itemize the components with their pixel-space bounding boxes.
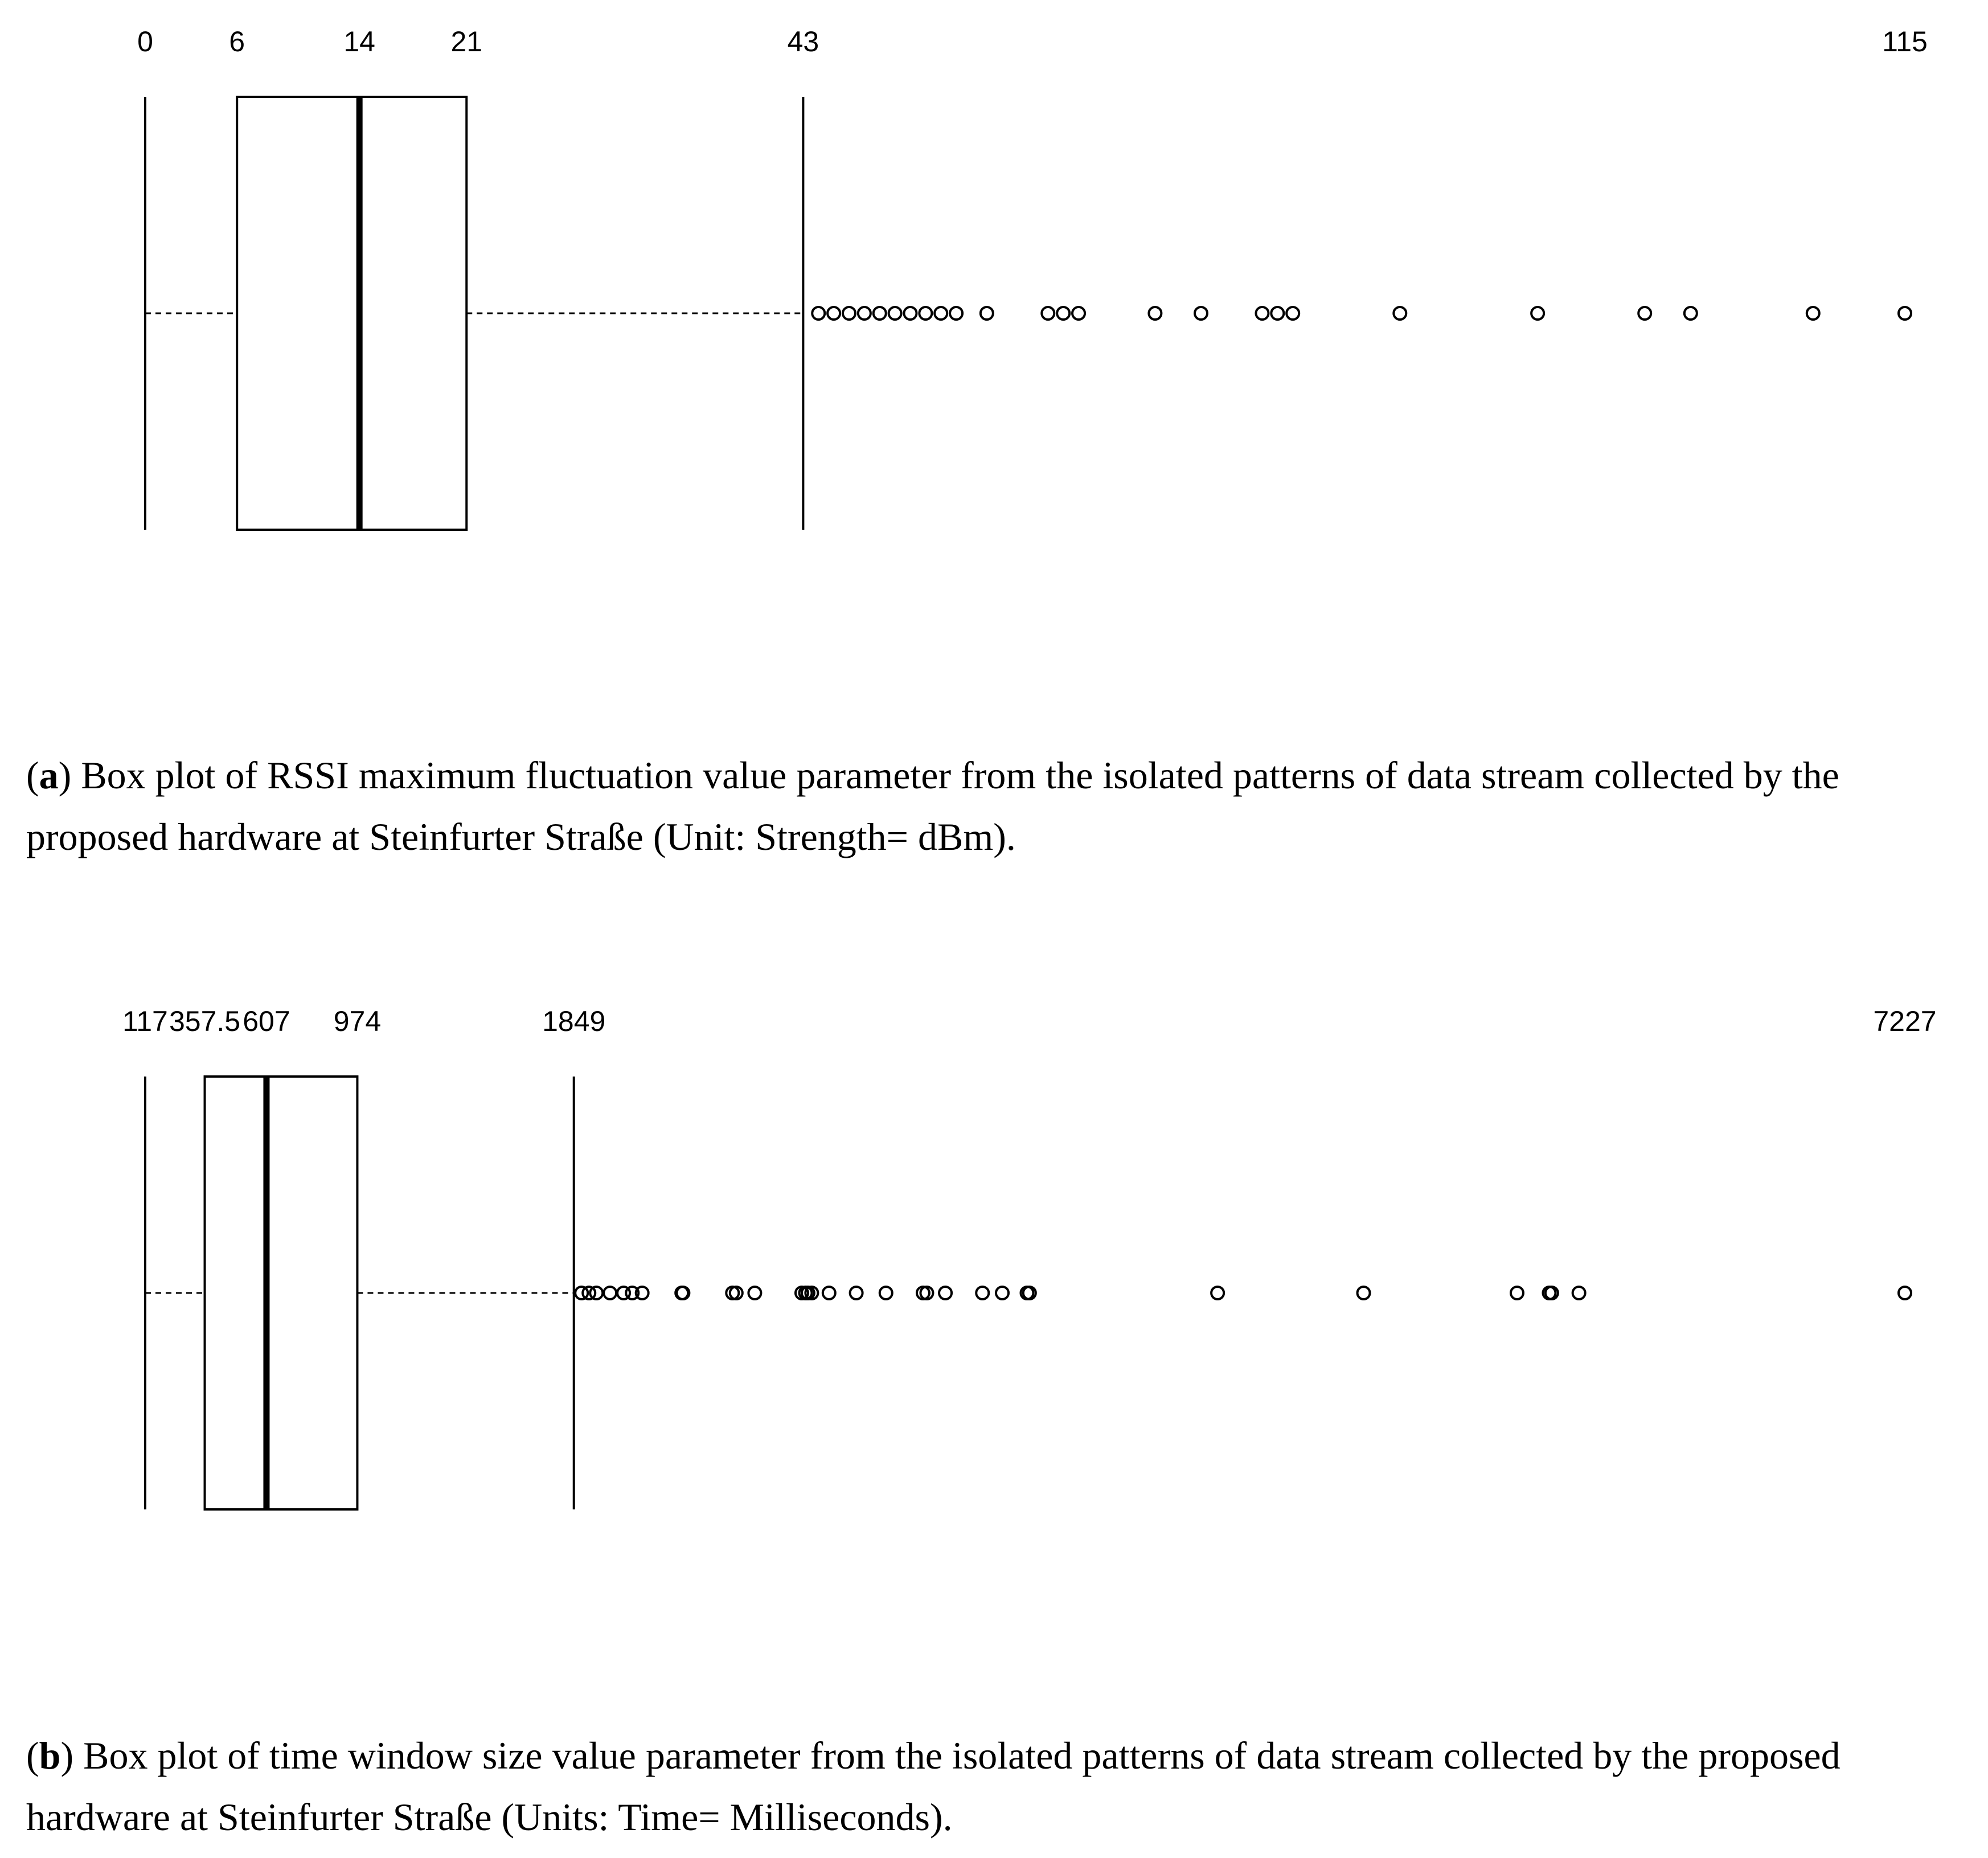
caption-a-text: Box plot of RSSI maximum fluctuation value parameter from the isolated patterns of data stream collected by the proposed hardware at Steinfurter Straße (Unit: Strength= dBm).: [26, 754, 1839, 858]
outlier-point: [904, 307, 916, 320]
outlier-point: [1531, 307, 1544, 320]
outlier-point: [950, 307, 962, 320]
tick-label: 0: [137, 26, 153, 58]
iqr-box: [237, 97, 466, 530]
outlier-point: [1042, 307, 1054, 320]
tick-label: 117: [122, 1005, 168, 1037]
outlier-point: [1899, 307, 1911, 320]
boxplot-a: [0, 0, 1988, 570]
outlier-point: [1358, 1287, 1370, 1299]
tick-label: 21: [450, 26, 483, 58]
outlier-point: [827, 307, 840, 320]
outlier-point: [939, 1287, 952, 1299]
outlier-point: [976, 1287, 989, 1299]
tick-label: 6: [229, 26, 245, 58]
outlier-point: [843, 307, 855, 320]
outlier-point: [1638, 307, 1651, 320]
outlier-point: [880, 1287, 892, 1299]
outlier-point: [1807, 307, 1819, 320]
outlier-point: [823, 1287, 835, 1299]
boxplot-b: [0, 980, 1988, 1549]
tick-label: 607: [243, 1005, 290, 1037]
outlier-point: [874, 307, 886, 320]
tick-label: 7227: [1873, 1005, 1937, 1037]
caption-a-label: a: [39, 754, 59, 797]
caption-b-label: b: [39, 1734, 61, 1777]
outlier-point: [1256, 307, 1268, 320]
outlier-point: [1072, 307, 1085, 320]
outlier-point: [1195, 307, 1207, 320]
outlier-point: [1211, 1287, 1224, 1299]
outlier-point: [919, 307, 932, 320]
outlier-point: [604, 1287, 616, 1299]
outlier-point: [1271, 307, 1284, 320]
outlier-point: [1149, 307, 1161, 320]
caption-b: (b) Box plot of time window size value parameter from the isolated patterns of data stream collected by the proposed hardware at Steinfurter Straße (Units: Time= Milliseconds).: [26, 1734, 1841, 1839]
outlier-point: [858, 307, 871, 320]
outlier-point: [981, 307, 993, 320]
outlier-point: [996, 1287, 1009, 1299]
outlier-point: [934, 307, 947, 320]
outlier-point: [1684, 307, 1697, 320]
outlier-point: [850, 1287, 863, 1299]
outlier-point: [812, 307, 825, 320]
outlier-point: [1057, 307, 1069, 320]
tick-label: 115: [1882, 26, 1928, 58]
outlier-point: [1286, 307, 1299, 320]
tick-label: 357.5: [169, 1005, 241, 1037]
outlier-point: [590, 1287, 602, 1299]
outlier-point: [1573, 1287, 1585, 1299]
caption-b-text: Box plot of time window size value parameter from the isolated patterns of data stream collected by the proposed hardware at Steinfurter Straße (Units: Time= Milliseconds).: [26, 1734, 1841, 1839]
outlier-point: [1511, 1287, 1523, 1299]
caption-a: (a) Box plot of RSSI maximum fluctuation value parameter from the isolated patterns of data stream collected by the proposed hardware at Steinfurter Straße (Unit: Strength= dBm).: [26, 754, 1839, 858]
tick-label: 14: [343, 26, 375, 58]
outlier-point: [1393, 307, 1406, 320]
tick-label: 974: [333, 1005, 382, 1037]
outlier-point: [1899, 1287, 1911, 1299]
outlier-point: [748, 1287, 761, 1299]
outlier-point: [889, 307, 901, 320]
tick-label: 1849: [542, 1005, 606, 1037]
iqr-box: [205, 1077, 358, 1509]
tick-label: 43: [787, 26, 819, 58]
